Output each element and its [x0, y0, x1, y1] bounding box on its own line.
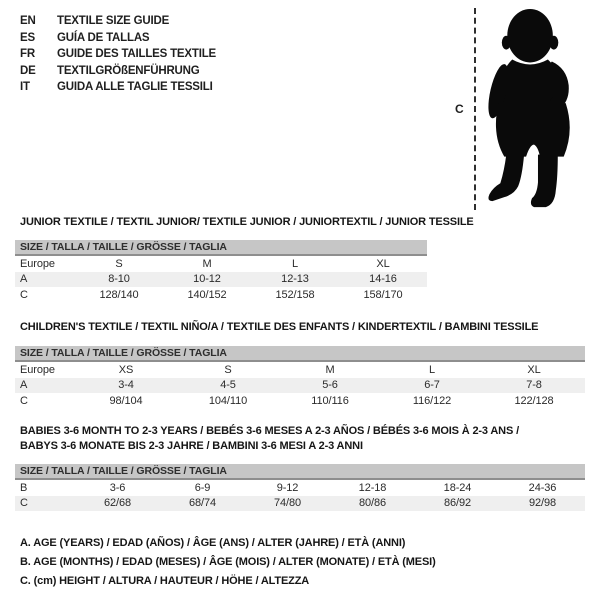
language-code: ES	[20, 31, 35, 44]
language-row-es	[20, 30, 216, 47]
table-row-height	[15, 496, 585, 512]
row-label: C	[20, 497, 28, 510]
size-header-bar: SIZE / TALLA / TAILLE / GRÖSSE / TAGLIA	[15, 464, 585, 480]
language-row-it	[20, 79, 216, 96]
height-cell: 80/86	[358, 497, 387, 510]
height-cell: 140/152	[187, 288, 227, 301]
babies-size-table	[15, 464, 585, 511]
height-cell: 74/80	[273, 497, 302, 510]
size-header-bar: SIZE / TALLA / TAILLE / GRÖSSE / TAGLIA	[15, 346, 585, 362]
height-cell: 110/116	[311, 394, 349, 407]
height-cell: 98/104	[109, 394, 143, 407]
language-header	[20, 13, 216, 96]
baby-figure	[450, 4, 595, 216]
language-row-de	[20, 63, 216, 80]
table-row-age	[15, 378, 585, 394]
size-cell: XL	[527, 363, 541, 376]
language-code: DE	[20, 64, 36, 77]
size-cell: L	[291, 257, 299, 270]
language-label: GUIDE DES TAILLES TEXTILE	[57, 48, 216, 61]
age-cell: 10-12	[193, 273, 221, 286]
language-code: FR	[20, 48, 35, 61]
row-label: Europe	[20, 257, 55, 270]
section-title-children: CHILDREN'S TEXTILE / TEXTIL NIÑO/A / TEXTILE DES ENFANTS / KINDERTEXTIL / BAMBINI TESSILE	[20, 321, 539, 333]
row-label: A	[20, 273, 28, 286]
height-cell: 62/68	[103, 497, 132, 510]
size-cell: S	[224, 363, 232, 376]
age-cell: 12-18	[358, 481, 387, 494]
language-code: IT	[20, 81, 30, 94]
language-label: TEXTILE SIZE GUIDE	[57, 15, 170, 28]
section-title-babies-line2: BABYS 3-6 MONATE BIS 2-3 JAHRE / BAMBINI 3-6 MESI A 2-3 ANNI	[20, 439, 363, 452]
toddler-silhouette-icon	[486, 6, 586, 216]
age-cell: 14-16	[369, 273, 397, 286]
age-cell: 3-4	[118, 379, 134, 392]
height-cell: 104/110	[208, 394, 248, 407]
height-measure-label: C	[455, 102, 464, 116]
age-cell: 24-36	[528, 481, 557, 494]
height-cell: 92/98	[528, 497, 557, 510]
height-cell: 158/170	[363, 288, 403, 301]
children-size-table	[15, 346, 585, 409]
age-cell: 9-12	[276, 481, 299, 494]
language-label: GUÍA DE TALLAS	[57, 31, 150, 44]
age-cell: 6-9	[194, 481, 211, 494]
table-row-height	[15, 287, 427, 303]
table-row-europe	[15, 256, 427, 272]
age-cell: 8-10	[108, 273, 130, 286]
age-cell: 7-8	[526, 379, 542, 392]
row-label: Europe	[20, 363, 55, 376]
age-cell: 5-6	[322, 379, 338, 392]
size-cell: XL	[376, 257, 390, 270]
table-row-europe	[15, 362, 585, 378]
language-label: GUIDA ALLE TAGLIE TESSILI	[57, 81, 213, 94]
size-cell: M	[202, 257, 212, 270]
height-cell: 122/128	[514, 394, 554, 407]
row-label: A	[20, 379, 28, 392]
size-cell: XS	[118, 363, 134, 376]
note-age-years: A. AGE (YEARS) / EDAD (AÑOS) / ÂGE (ANS) / ALTER (JAHRE) / ETÀ (ANNI)	[20, 536, 406, 549]
height-cell: 68/74	[188, 497, 217, 510]
size-header-bar: SIZE / TALLA / TAILLE / GRÖSSE / TAGLIA	[15, 240, 427, 256]
size-cell: M	[325, 363, 335, 376]
language-label: TEXTILGRÖßENFÜHRUNG	[57, 64, 200, 77]
note-height-cm: C. (cm) HEIGHT / ALTURA / HAUTEUR / HÖHE / ALTEZZA	[20, 574, 310, 587]
language-row-fr	[20, 46, 216, 63]
table-row-age	[15, 272, 427, 288]
age-cell: 12-13	[281, 273, 309, 286]
size-cell: L	[428, 363, 436, 376]
legend-notes	[20, 533, 436, 590]
table-row-height	[15, 393, 585, 409]
age-cell: 6-7	[424, 379, 440, 392]
row-label: C	[20, 394, 28, 407]
height-cell: 116/122	[412, 394, 452, 407]
age-cell: 3-6	[109, 481, 126, 494]
note-age-months: B. AGE (MONTHS) / EDAD (MESES) / ÂGE (MOIS) / ALTER (MONATE) / ETÀ (MESI)	[20, 555, 436, 568]
height-cell: 128/140	[99, 288, 139, 301]
height-cell: 152/158	[275, 288, 315, 301]
section-title-babies	[20, 424, 519, 453]
language-code: EN	[20, 15, 36, 28]
height-measure-line	[474, 8, 476, 210]
section-title-babies-line1: BABIES 3-6 MONTH TO 2-3 YEARS / BEBÉS 3-6 MESES A 2-3 AÑOS / BÉBÉS 3-6 MOIS À 2-3 ANS /	[20, 425, 519, 437]
section-title-junior: JUNIOR TEXTILE / TEXTIL JUNIOR/ TEXTILE JUNIOR / JUNIORTEXTIL / JUNIOR TESSILE	[20, 216, 474, 228]
junior-size-table	[15, 240, 427, 303]
age-cell: 18-24	[443, 481, 472, 494]
height-cell: 86/92	[443, 497, 472, 510]
age-cell: 4-5	[220, 379, 236, 392]
language-row-en	[20, 13, 216, 30]
row-label: B	[20, 481, 28, 494]
table-row-age-months	[15, 480, 585, 496]
row-label: C	[20, 288, 28, 301]
size-cell: S	[115, 257, 123, 270]
